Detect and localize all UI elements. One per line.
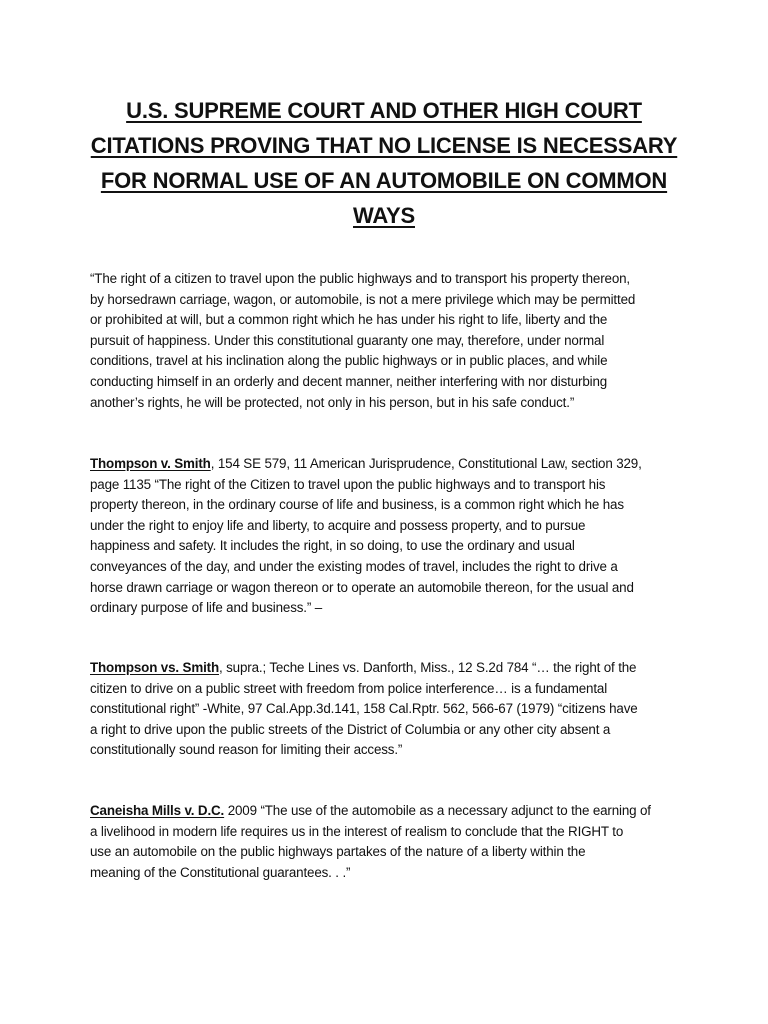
mills-citation-paragraph	[90, 801, 690, 883]
text-line: conditions, travel at his inclination along the public highways or in public places, and while	[90, 353, 608, 369]
title-line: U.S. SUPREME COURT AND OTHER HIGH COURT	[126, 98, 642, 123]
text-line: or prohibited at will, but a common right which he has under his right to life, liberty and the	[90, 312, 608, 328]
thompson-supra-citation-paragraph	[90, 658, 690, 761]
case-name: Thompson vs. Smith	[90, 660, 219, 675]
text-line: property thereon, in the ordinary course of life and business, is a common right which he has	[90, 497, 624, 513]
text-line: pursuit of happiness. Under this constitutional guaranty one may, therefore, under normal	[90, 332, 605, 348]
citation-text: , supra.; Teche Lines vs. Danforth, Miss., 12 S.2d 784 “… the right of the	[218, 660, 637, 675]
case-name: Caneisha Mills v. D.C.	[90, 803, 225, 818]
text-line: page 1135 “The right of the Citizen to travel upon the public highways and to transport his	[90, 476, 606, 492]
citation-text: 2009 “The use of the automobile as a necessary adjunct to the earning of	[224, 803, 651, 818]
text-line: citizen to drive on a public street with freedom from police interference… is a fundamental	[90, 680, 608, 696]
text-line	[90, 801, 690, 822]
text-line: use an automobile on the public highways partakes of the nature of a liberty within the	[90, 844, 586, 860]
intro-quote-paragraph	[90, 269, 690, 413]
text-line: ordinary purpose of life and business.” –	[90, 600, 323, 616]
text-line	[90, 658, 690, 679]
text-line: meaning of the Constitutional guarantees. . .”	[90, 864, 351, 880]
title-line: CITATIONS PROVING THAT NO LICENSE IS NECESSARY	[90, 133, 678, 158]
text-line: conducting himself in an orderly and decent manner, neither interfering with nor disturbing	[90, 373, 608, 389]
text-line: constitutional right” -White, 97 Cal.App.3d.141, 158 Cal.Rptr. 562, 566-67 (1979) “citizens have	[90, 701, 638, 717]
text-line: another’s rights, he will be protected, not only in his person, but in his safe conduct.”	[90, 394, 575, 410]
text-line	[90, 454, 690, 475]
text-line: a right to drive upon the public streets of the District of Columbia or any other city absent a	[90, 721, 611, 737]
document-title	[60, 93, 708, 233]
text-line: constitutionally sound reason for limiting their access.”	[90, 742, 403, 758]
citation-text: , 154 SE 579, 11 American Jurisprudence, Constitutional Law, section 329,	[210, 456, 642, 471]
text-line: under the right to enjoy life and liberty, to acquire and possess property, and to pursue	[90, 517, 586, 533]
case-name: Thompson v. Smith	[90, 456, 211, 471]
thompson-citation-paragraph	[90, 454, 690, 619]
title-line: FOR NORMAL USE OF AN AUTOMOBILE ON COMMON	[100, 168, 668, 193]
text-line: conveyances of the day, and under the existing modes of travel, includes the right to drive a	[90, 558, 618, 574]
text-line: horse drawn carriage or wagon thereon or to operate an automobile thereon, for the usual and	[90, 579, 634, 595]
text-line: by horsedrawn carriage, wagon, or automobile, is not a mere privilege which may be permitted	[90, 291, 636, 307]
text-line: a livelihood in modern life requires us in the interest of realism to conclude that the RIGHT to	[90, 823, 624, 839]
text-line: “The right of a citizen to travel upon the public highways and to transport his property thereon,	[90, 271, 630, 286]
text-line: happiness and safety. It includes the right, in so doing, to use the ordinary and usual	[90, 538, 575, 554]
title-line: WAYS	[353, 203, 415, 228]
